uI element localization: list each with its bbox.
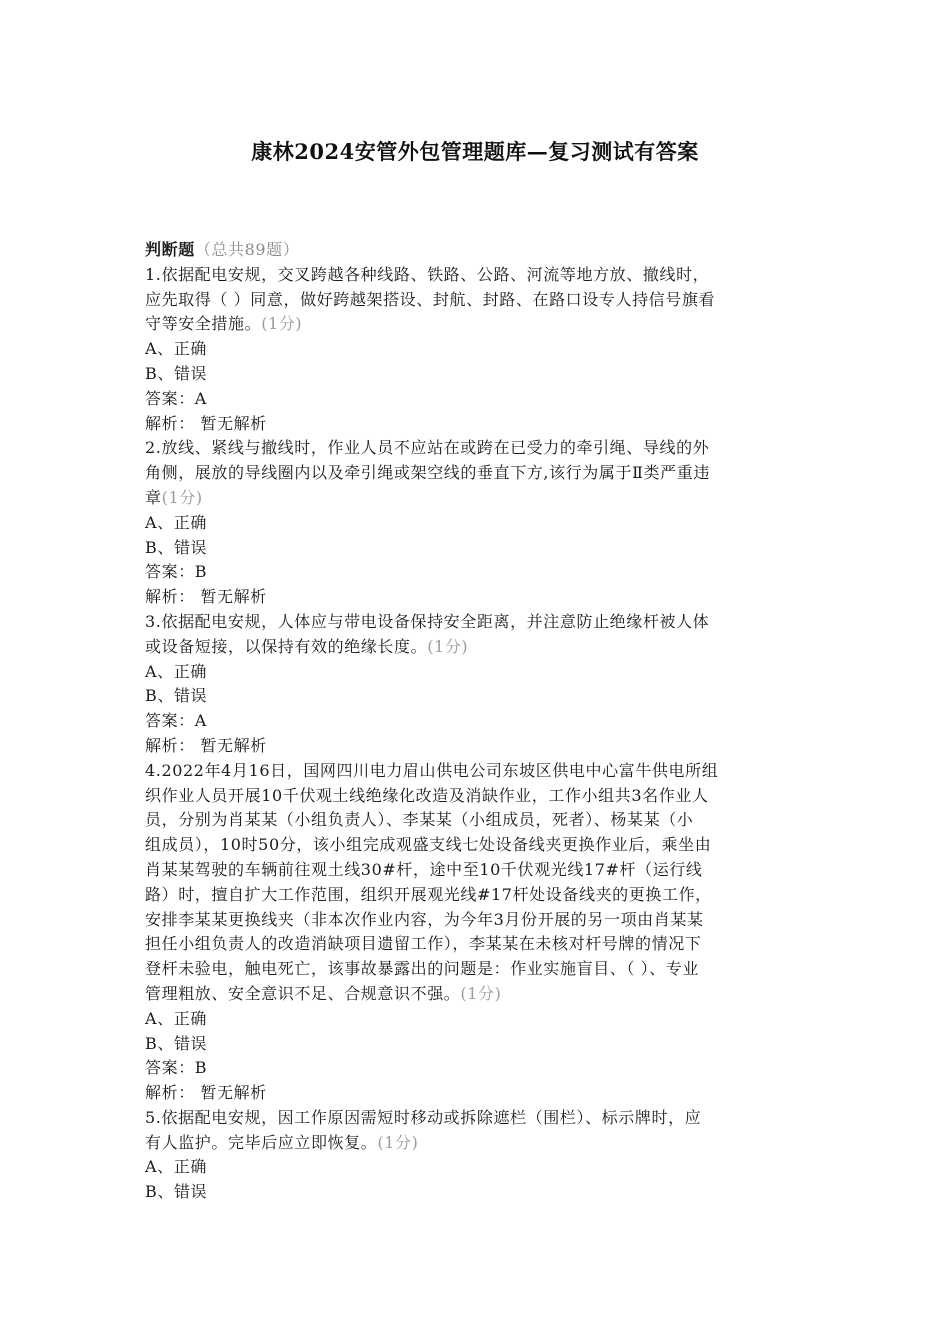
analysis: 解析： 暂无解析 [145, 587, 267, 607]
question-score: (1分) [460, 983, 502, 1003]
option-b: B、错误 [145, 537, 208, 557]
question-text-line: 登杆未验电，触电死亡，该事故暴露出的问题是：作业实施盲目、（ ）、专业 [145, 959, 700, 979]
question-text-line: 守等安全措施。 [145, 314, 262, 334]
question-score: (1分) [161, 487, 203, 507]
question-score: (1分) [261, 314, 303, 334]
answer: 答案：B [145, 1058, 208, 1078]
question-text-line: 组成员），10时50分，该小组完成观盛支线七处设备线夹更换作业后，乘坐由 [145, 835, 712, 855]
document-title: 康林2024安管外包管理题库—复习测试有答案 [251, 139, 699, 164]
question-list [145, 238, 810, 1205]
question-text-line: 应先取得（ ）同意，做好跨越架搭设、封航、封路、在路口设专人持信号旗看 [145, 289, 716, 309]
option-a: A、正确 [145, 1157, 207, 1177]
option-a: A、正确 [145, 339, 207, 359]
question-text-line: 管理粗放、安全意识不足、合规意识不强。 [145, 983, 461, 1003]
question-text-line: 或设备短接，以保持有效的绝缘长度。 [145, 636, 428, 656]
question-text-line: 肖某某驾驶的车辆前往观土线30#杆，途中至10千伏观光线17#杆（运行线 [145, 859, 703, 879]
analysis: 解析： 暂无解析 [145, 735, 267, 755]
question-1 [145, 263, 810, 437]
question-text-line: 章 [145, 487, 162, 507]
option-b: B、错误 [145, 686, 208, 706]
analysis: 解析： 暂无解析 [145, 1083, 267, 1103]
question-text-line: 安排李某某更换线夹（非本次作业内容，为今年3月份开展的另一项由肖某某 [145, 909, 704, 929]
question-text-line: 4.2022年4月16日，国网四川电力眉山供电公司东坡区供电中心富牛供电所组 [145, 760, 719, 780]
question-text-line: 角侧，展放的导线圈内以及牵引绳或架空线的垂直下方,该行为属于Ⅱ类严重违 [145, 463, 710, 483]
question-text-line: 路）时，擅自扩大工作范围，组织开展观光线#17杆处设备线夹的更换工作， [145, 884, 712, 904]
section-header [145, 238, 810, 263]
option-b: B、错误 [145, 1182, 208, 1202]
question-text-line: 5.依据配电安规，因工作原因需短时移动或拆除遮栏（围栏）、标示牌时，应 [145, 1107, 702, 1127]
question-text-line: 1.依据配电安规，交叉跨越各种线路、铁路、公路、河流等地方放、撤线时， [145, 264, 710, 284]
question-text-line: 2.放线、紧线与撤线时，作业人员不应站在或跨在已受力的牵引绳、导线的外 [145, 438, 710, 458]
option-b: B、错误 [145, 363, 208, 383]
question-score: (1分) [427, 636, 469, 656]
question-text-line: 有人监护。完毕后应立即恢复。 [145, 1132, 378, 1152]
analysis: 解析： 暂无解析 [145, 413, 267, 433]
answer: 答案：A [145, 711, 207, 731]
question-text-line: 3.依据配电安规，人体应与带电设备保持安全距离，并注意防止绝缘杆被人体 [145, 611, 710, 631]
option-a: A、正确 [145, 512, 207, 532]
answer: 答案：A [145, 388, 207, 408]
question-text-line: 织作业人员开展10千伏观土线绝缘化改造及消缺作业，工作小组共3名作业人 [145, 785, 709, 805]
section-count: （总共89题） [194, 240, 300, 259]
question-5 [145, 1106, 810, 1205]
question-4 [145, 759, 810, 1106]
question-3 [145, 610, 810, 759]
question-score: (1分) [377, 1132, 419, 1152]
question-2 [145, 436, 810, 610]
section-label: 判断题 [145, 240, 195, 259]
question-text-line: 担任小组负责人的改造消缺项目遗留工作），李某某在未核对杆号牌的情况下 [145, 934, 702, 954]
option-b: B、错误 [145, 1033, 208, 1053]
answer: 答案：B [145, 562, 208, 582]
option-a: A、正确 [145, 661, 207, 681]
question-text-line: 员，分别为肖某某（小组负责人）、李某某（小组成员，死者）、杨某某（小 [145, 810, 694, 830]
option-a: A、正确 [145, 1008, 207, 1028]
